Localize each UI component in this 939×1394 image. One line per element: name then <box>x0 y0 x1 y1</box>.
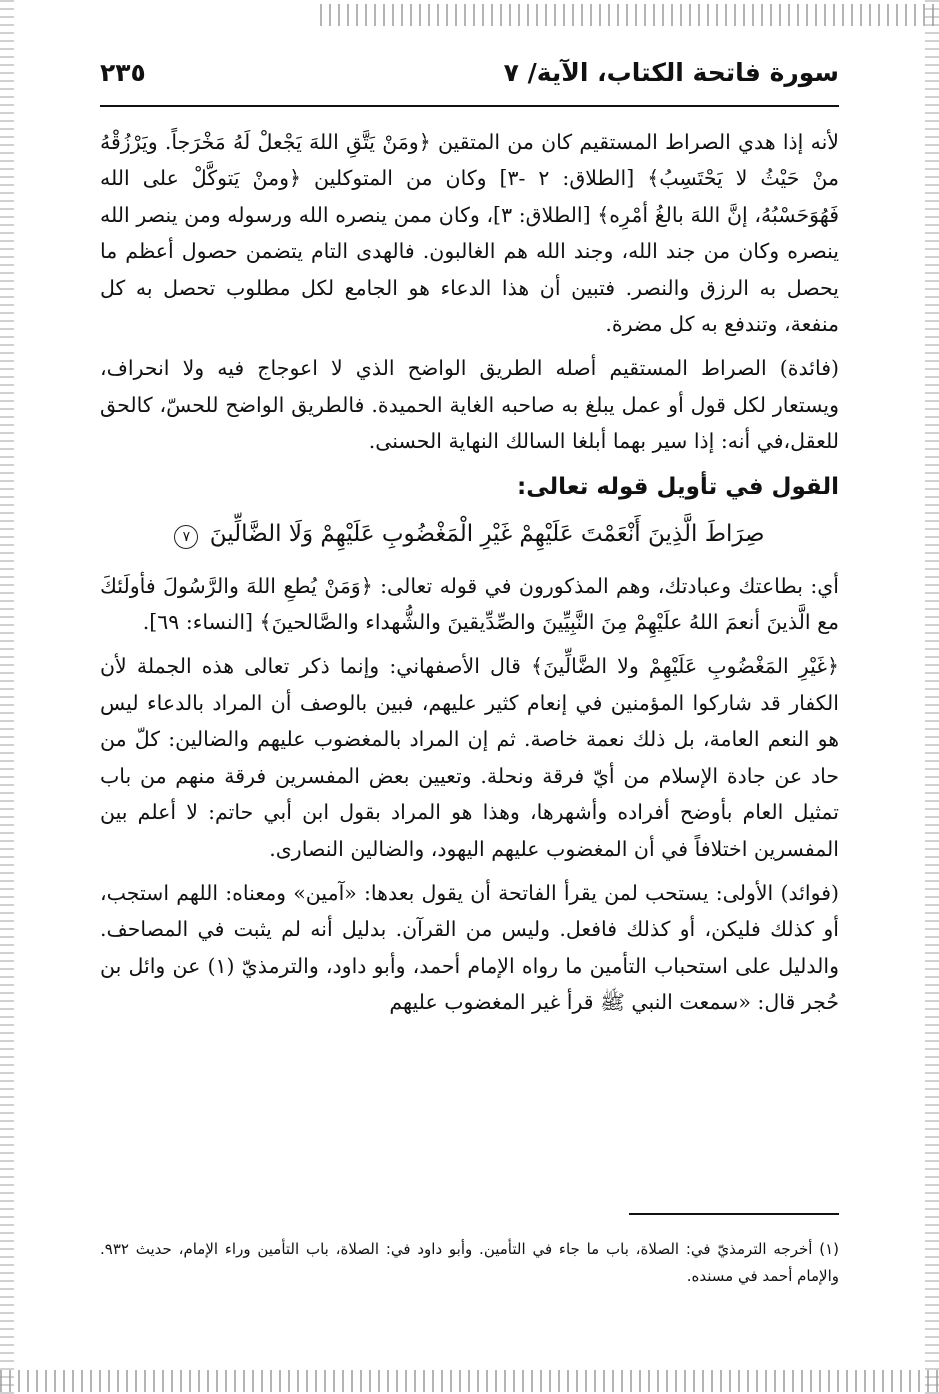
footnote-rule <box>629 1213 839 1215</box>
scan-border-left <box>0 0 14 1394</box>
page-header <box>100 58 839 102</box>
verse-text: صِرَاطَ الَّذِينَ أَنْعَمْتَ عَلَيْهِمْ غَيْرِ الْمَغْضُوبِ عَلَيْهِمْ وَلَا الضَّالِّينَ <box>209 520 765 547</box>
paragraph-1: لأنه إذا هدي الصراط المستقيم كان من المتقين ﴿ومَنْ يَتَّقِ اللهَ يَجْعلْ لَهُ مَخْرَجاً. ويَرْزُقْهُ منْ حَيْثُ لا يَحْتَسِبُ﴾ [الطلاق: ٢ -٣] وكان من المتوكلين ﴿ومنْ يَتوكَّلْ على الله فَهُوَحَسْبُهُ، إنَّ اللهَ بالغُ أمْرِه﴾ [الطلاق: ٣]، وكان ممن ينصره الله ورسوله ومن ينصر الله ينصره وكان من جند الله، وجند الله هم الغالبون. فالهدى التام يتضمن حصول أعظم ما يحصل به الرزق والنصر. فتبين أن هذا الدعاء هو الجامع لكل مطلوب تحصل به كل منفعة، وتندفع به كل مضرة. <box>100 130 839 337</box>
paragraph-4: ﴿غَيْرِ المَغْضُوبِ عَلَيْهِمْ ولا الضَّالِّينَ﴾ قال الأصفهاني: وإنما ذكر تعالى هذه الجملة لأن الكفار قد شاركوا المؤمنين في إنعام كثير عليهم، فبين بالوصف أن المراد بالدعاء ليس هو النعم العامة، بل ذلك نعمة خاصة. ثم إن المراد بالمغضوب عليهم والضالين: كلّ من حاد عن جادة الإسلام من أيّ فرقة ونحلة. وتعيين بعض المفسرين فرقة منهم من باب تمثيل العام بأوضح أفراده وأشهرها، وهذا هو المراد بقول ابن أبي حاتم: لا أعلم بين المفسرين اختلافاً في أن المغضوب عليهم اليهود، والضالين النصارى. <box>100 654 839 861</box>
scan-border-right <box>925 0 939 1394</box>
paragraph-5: (فوائد) الأولى: يستحب لمن يقرأ الفاتحة أن يقول بعدها: «آمين» ومعناه: اللهم استجب، أو كذلك فليكن، أو كذلك فافعل. وليس من القرآن. بدليل أنه لم يثبت في المصاحف. والدليل على استحباب التأمين ما رواه الإمام أحمد، وأبو داود، والترمذيّ (١) عن وائل بن حُجر قال: «سمعت النبي ﷺ قرأ غير المغضوب عليهم <box>100 880 839 1015</box>
quran-verse <box>100 514 839 554</box>
verse-number: ٧ <box>174 525 198 549</box>
header-rule <box>100 105 839 107</box>
paragraph-3: أي: بطاعتك وعبادتك، وهم المذكورون في قوله تعالى: ﴿وَمَنْ يُطعِ اللهَ والرَّسُولَ فأولَئكَ مع الَّذينَ أنعمَ اللهُ علَيْهِمْ مِنَ النَّبِيِّينَ والصِّدِّيقينَ والشُّهداء والصَّالحينَ﴾ [النساء: ٦٩]. <box>100 573 839 635</box>
main-text <box>100 124 839 1025</box>
paragraph-2: (فائدة) الصراط المستقيم أصله الطريق الواضح الذي لا اعوجاج فيه ولا انحراف، ويستعار لكل قول أو عمل يبلغ به صاحبه الغاية الحميدة. فالطريق الواضح للحسّ، كالحق للعقل،في أنه: إذا سير بهما أبلغا السالك النهاية الحسنى. <box>100 356 839 454</box>
page-number: ٢٣٥ <box>100 58 146 87</box>
section-heading: القول في تأويل قوله تعالى: <box>517 473 839 500</box>
footnote: (١) أخرجه الترمذيّ في: الصلاة، باب ما جاء في التأمين. وأبو داود في: الصلاة، باب التأمين وراء الإمام، حديث ٩٣٢. والإمام أحمد في مسنده. <box>100 1240 839 1285</box>
scan-border-top <box>320 4 939 26</box>
scan-border-bottom <box>0 1370 939 1392</box>
running-title: سورة فاتحة الكتاب، الآية/ ٧ <box>503 58 839 87</box>
